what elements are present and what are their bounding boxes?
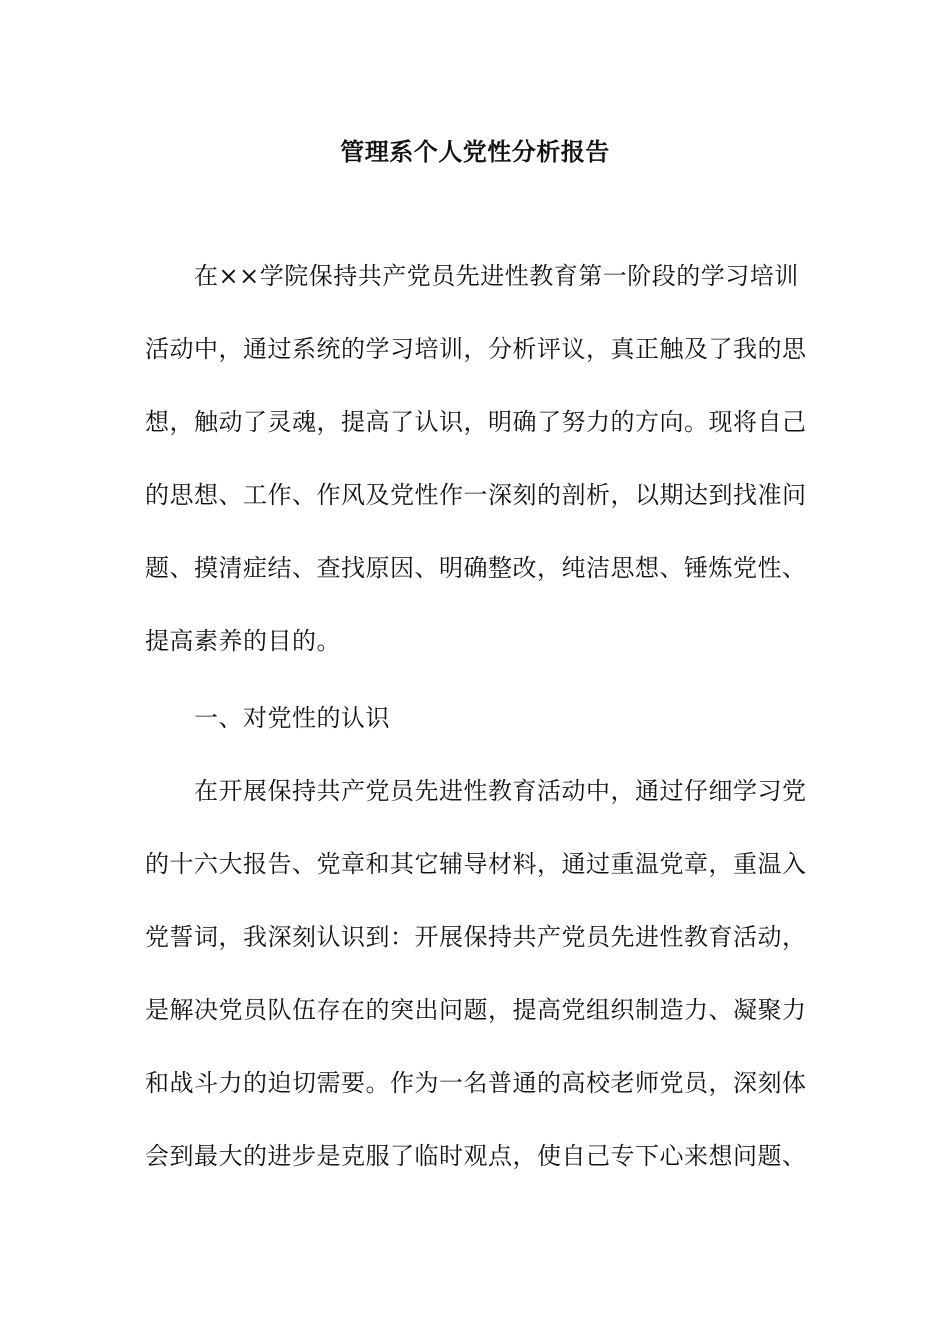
paragraph-section-1	[145, 755, 807, 1193]
document-title: 管理系个人党性分析报告	[340, 137, 610, 166]
text-line: 在××学院保持共产党员先进性教育第一阶段的学习培训	[145, 262, 799, 290]
text-line: 会到最大的进步是克服了临时观点，使自己专下心来想问题、	[145, 1142, 807, 1170]
text-line: 的思想、工作、作风及党性作一深刻的剖析，以期达到找准问	[145, 481, 807, 509]
text-line: 是解决党员队伍存在的突出问题，提高党组织制造力、凝聚力	[145, 996, 807, 1024]
text-line: 和战斗力的迫切需要。作为一名普通的高校老师党员，深刻体	[145, 1069, 807, 1097]
section-heading	[145, 682, 807, 755]
text-line: 活动中，通过系统的学习培训，分析评议，真正触及了我的思	[145, 335, 807, 363]
text-line: 想，触动了灵魂，提高了认识，明确了努力的方向。现将自己	[145, 408, 807, 436]
text-line: 的十六大报告、党章和其它辅导材料，通过重温党章，重温入	[145, 850, 807, 878]
text-line: 提高素养的目的。	[145, 627, 341, 655]
text-line: 党誓词，我深刻认识到：开展保持共产党员先进性教育活动，	[145, 923, 807, 951]
paragraph-intro	[145, 240, 807, 678]
text-line: 在开展保持共产党员先进性教育活动中，通过仔细学习党	[145, 777, 807, 805]
text-line: 题、摸清症结、查找原因、明确整改，纯洁思想、锤炼党性、	[145, 554, 807, 582]
section-heading-text: 一、对党性的认识	[145, 704, 390, 732]
